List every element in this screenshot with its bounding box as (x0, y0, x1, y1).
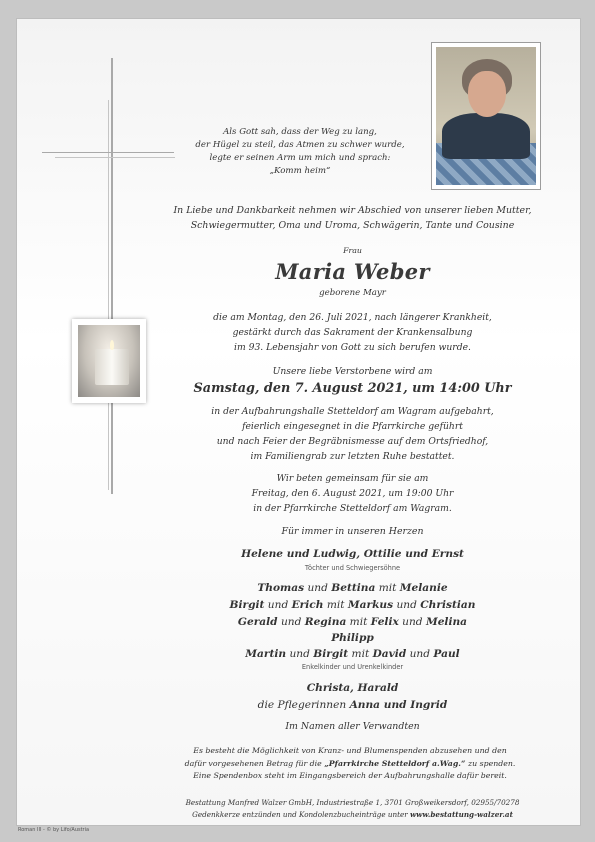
text: und (406, 648, 434, 660)
cross-horizontal-shadow (55, 157, 175, 158)
candle-background (78, 325, 140, 397)
bold-text: Birgit (313, 648, 349, 660)
bold-text: Regina (304, 616, 347, 628)
poem: Als Gott sah, dass der Weg zu lang, der Hügel zu steil, das Atmen zu schwer wurde, legte er seinen Arm um mich und sprach: „Komm heim“ (195, 127, 405, 176)
deceased-name: Maria Weber (275, 259, 430, 284)
donation-line (140, 770, 560, 783)
text: zu spenden. (465, 758, 516, 768)
candle-image (72, 319, 146, 403)
grandchildren-row (150, 582, 555, 594)
funeral-details: in der Aufbahrungshalle Stetteldorf am Wagram aufgebahrt, feierlich eingesegnet in die Pfarrkirche geführt und nach Feier der Begräbnismesse auf dem Ortsfriedhof, im Familiengrab zur letzten Ruhe bestattet. (211, 406, 494, 462)
text: und (304, 582, 332, 594)
text: mit (375, 582, 400, 594)
bold-text: Bettina (331, 582, 376, 594)
cross-horizontal (42, 152, 174, 153)
bold-text: David (372, 648, 407, 660)
death-notice: die am Montag, den 26. Juli 2021, nach längerer Krankheit, gestärkt durch das Sakrament der Krankensalbung im 93. Lebensjahr von Gott zu sich berufen wurde. (213, 312, 492, 353)
children-names: Helene und Ludwig, Ottilie und Ernst (241, 548, 464, 560)
bold-text: Martin (245, 648, 287, 660)
donation-line (140, 745, 560, 758)
children-label: Töchter und Schwiegersöhne (304, 564, 401, 572)
text: und (398, 616, 426, 628)
bold-text: Birgit (229, 599, 265, 611)
grandchildren-row (150, 632, 555, 644)
funeral-intro: Unsere liebe Verstorbene wird am (272, 366, 433, 377)
bold-text: Thomas (257, 582, 305, 594)
bold-text: Paul (433, 648, 460, 660)
bold-text: Melanie (399, 582, 448, 594)
bold-text: „Pfarrkirche Stetteldorf a.Wag.“ (324, 758, 466, 768)
cross-vertical-shadow (108, 100, 109, 490)
carers-names: Christa, Harald (306, 682, 399, 694)
on-behalf-of-relatives: Im Namen aller Verwandten (285, 721, 420, 732)
text: und (393, 599, 421, 611)
text: und (277, 616, 305, 628)
grandchildren-row (150, 616, 555, 628)
farewell-intro: In Liebe und Dankbarkeit nehmen wir Abschied von unserer lieben Mutter, Schwiegermutter, Oma und Uroma, Schwägerin, Tante und Cousine (173, 205, 532, 231)
bold-text: Erich (291, 599, 324, 611)
bold-text: Gerald (237, 616, 278, 628)
donation-line (140, 758, 560, 771)
candle-flame-icon (110, 340, 114, 350)
title-frau: Frau (343, 246, 362, 255)
text: und (286, 648, 314, 660)
grandchildren-row (150, 648, 555, 660)
carers-line: die Pflegerinnen Anna und Ingrid (257, 699, 448, 711)
text: dafür vorgesehenen Betrag für die (184, 758, 325, 768)
text: Bestattung Manfred Walzer GmbH, Industriestraße 1, 3701 Großweikersdorf, 02955/70278 (185, 798, 520, 807)
portrait-photo (431, 42, 541, 190)
text: Eine Spendenbox steht im Eingangsbereich der Aufbahrungshalle dafür bereit. (193, 771, 507, 780)
bold-text: Christian (420, 599, 476, 611)
undertaker-line (150, 797, 555, 809)
bold-text: Melina (425, 616, 468, 628)
in-our-hearts: Für immer in unseren Herzen (281, 526, 424, 537)
text: Es besteht die Möglichkeit von Kranz- und Blumenspenden abzusehen und den (193, 746, 507, 755)
prayer-notice: Wir beten gemeinsam für sie am Freitag, den 6. August 2021, um 19:00 Uhr in der Pfarrkirche Stetteldorf am Wagram. (251, 473, 454, 514)
text: mit (348, 648, 373, 660)
undertaker-info (150, 797, 555, 821)
grandchildren-row (150, 599, 555, 611)
text: und (264, 599, 292, 611)
maiden-name: geborene Mayr (319, 288, 386, 298)
undertaker-line (150, 809, 555, 821)
candle-icon (95, 349, 129, 385)
bold-text: Philipp (331, 632, 374, 644)
donation-note (140, 745, 560, 783)
bold-text: www.bestattung-walzer.at (410, 810, 513, 819)
print-credit: Roman III - © by Lifo/Austria (18, 827, 90, 833)
cross-vertical (111, 58, 113, 494)
bold-text: Markus (347, 599, 394, 611)
text: mit (323, 599, 348, 611)
text: Gedenkkerze entzünden und Kondolenzbucheinträge unter (192, 810, 410, 819)
funeral-date: Samstag, den 7. August 2021, um 14:00 Uhr (193, 381, 512, 396)
text: mit (346, 616, 371, 628)
bold-text: Felix (370, 616, 399, 628)
grandchildren-label: Enkelkinder und Urenkelkinder (301, 663, 404, 671)
